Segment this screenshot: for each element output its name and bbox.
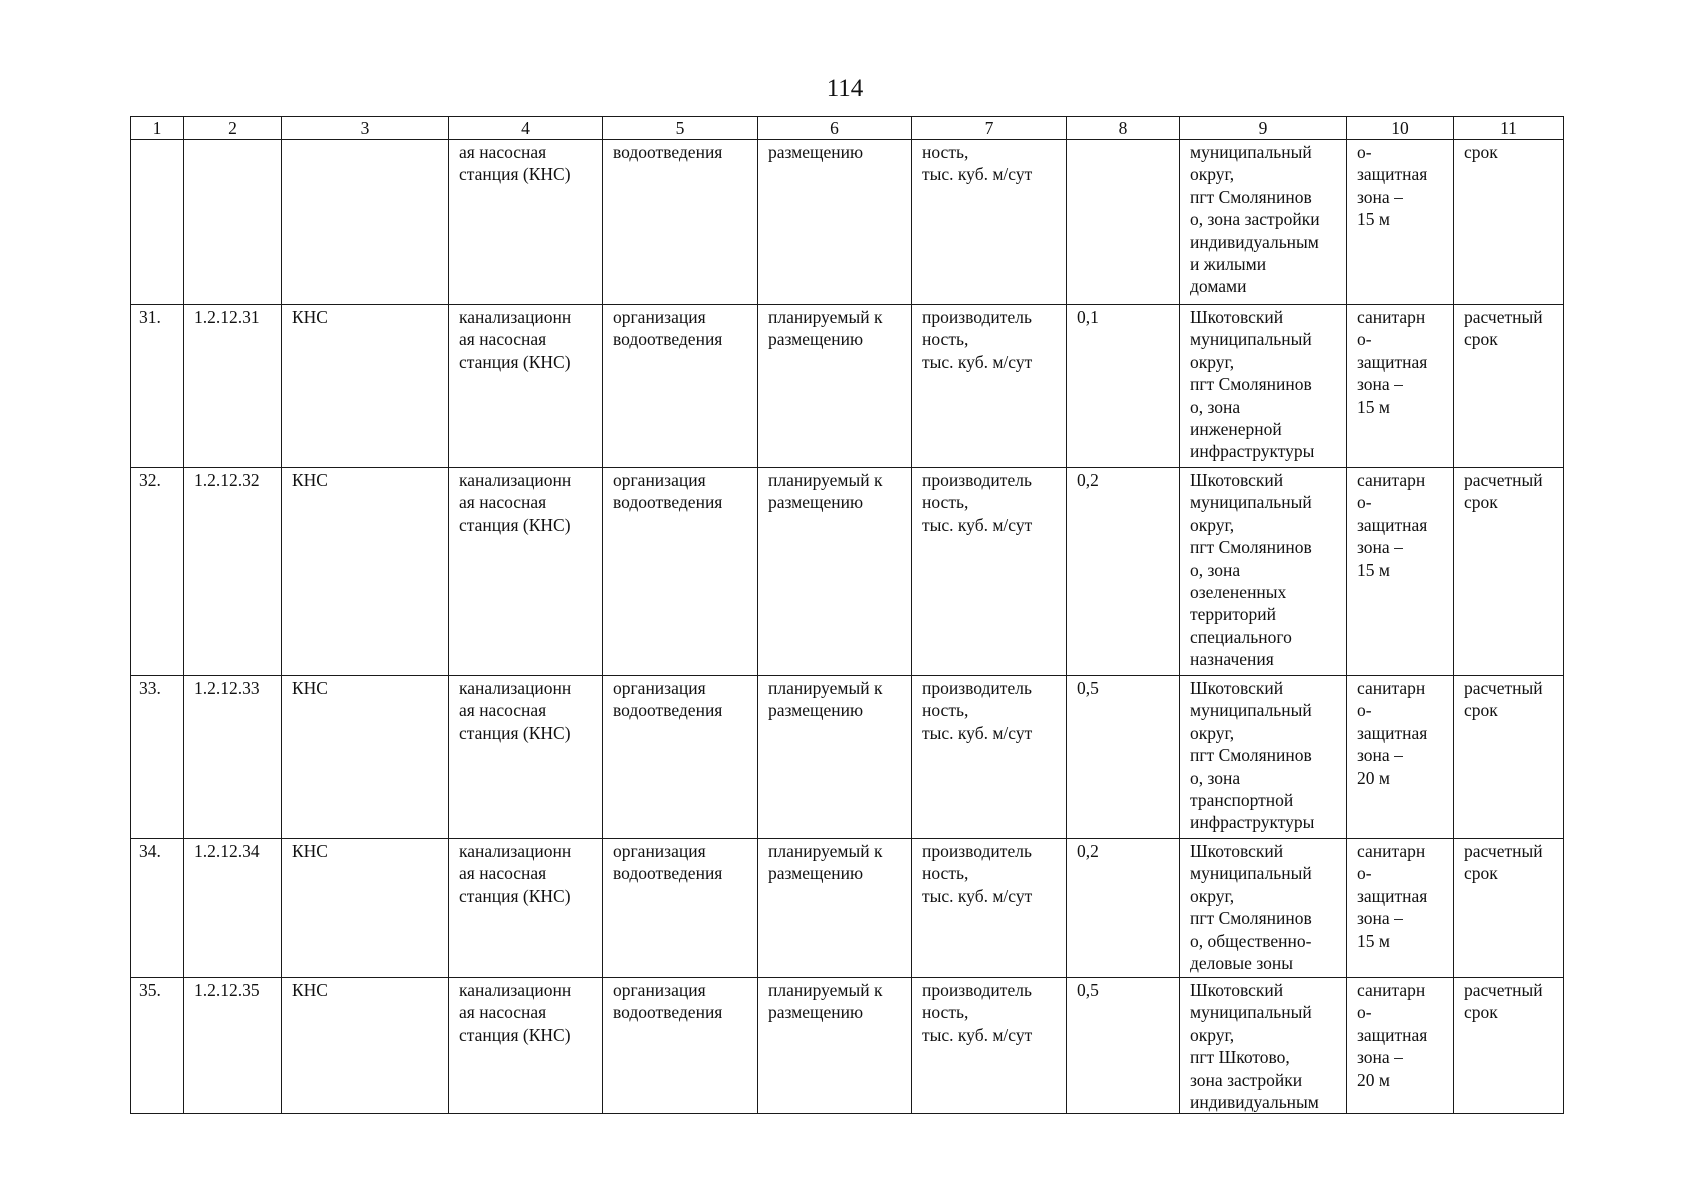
table-cell: ая насосная станция (КНС) bbox=[449, 140, 603, 305]
table-cell: 32. bbox=[131, 468, 184, 676]
table-cell: канализационн ая насосная станция (КНС) bbox=[449, 305, 603, 468]
table-cell: КНС bbox=[282, 839, 449, 978]
table-cell: санитарн о- защитная зона – 15 м bbox=[1347, 468, 1454, 676]
column-header: 4 bbox=[449, 117, 603, 140]
table-cell: планируемый к размещению bbox=[758, 839, 912, 978]
column-header: 9 bbox=[1180, 117, 1347, 140]
table-cell: 0,2 bbox=[1067, 839, 1180, 978]
table-cell: 1.2.12.32 bbox=[184, 468, 282, 676]
page-number: 114 bbox=[826, 75, 864, 102]
column-header: 6 bbox=[758, 117, 912, 140]
table-cell: санитарн о- защитная зона – 15 м bbox=[1347, 839, 1454, 978]
table-cell: муниципальный округ, пгт Смолянинов о, зона застройки индивидуальным и жилыми домами bbox=[1180, 140, 1347, 305]
table-cell: производитель ность, тыс. куб. м/сут bbox=[912, 978, 1067, 1114]
column-header: 3 bbox=[282, 117, 449, 140]
column-header: 2 bbox=[184, 117, 282, 140]
table-cell: расчетный срок bbox=[1454, 305, 1564, 468]
table-cell bbox=[1067, 140, 1180, 305]
table-cell: 1.2.12.33 bbox=[184, 676, 282, 839]
column-header: 11 bbox=[1454, 117, 1564, 140]
table-cell: организация водоотведения bbox=[603, 305, 758, 468]
table-cell: 0,5 bbox=[1067, 676, 1180, 839]
table-cell: производитель ность, тыс. куб. м/сут bbox=[912, 468, 1067, 676]
table-cell: ность, тыс. куб. м/сут bbox=[912, 140, 1067, 305]
table-cell: 1.2.12.31 bbox=[184, 305, 282, 468]
table-row-continuation bbox=[131, 140, 1564, 305]
table-cell: Шкотовский муниципальный округ, пгт Смолянинов о, общественно- деловые зоны bbox=[1180, 839, 1347, 978]
table-cell: санитарн о- защитная зона – 20 м bbox=[1347, 676, 1454, 839]
table-cell: КНС bbox=[282, 978, 449, 1114]
table-cell: Шкотовский муниципальный округ, пгт Шкотово, зона застройки индивидуальным bbox=[1180, 978, 1347, 1114]
table-cell: Шкотовский муниципальный округ, пгт Смолянинов о, зона транспортной инфраструктуры bbox=[1180, 676, 1347, 839]
table-cell: расчетный срок bbox=[1454, 676, 1564, 839]
table-cell: Шкотовский муниципальный округ, пгт Смолянинов о, зона инженерной инфраструктуры bbox=[1180, 305, 1347, 468]
table-row bbox=[131, 305, 1564, 468]
table-cell: 34. bbox=[131, 839, 184, 978]
table-row bbox=[131, 839, 1564, 978]
table-cell: канализационн ая насосная станция (КНС) bbox=[449, 676, 603, 839]
table-cell: КНС bbox=[282, 468, 449, 676]
table-cell: производитель ность, тыс. куб. м/сут bbox=[912, 676, 1067, 839]
table-cell bbox=[131, 140, 184, 305]
column-header: 5 bbox=[603, 117, 758, 140]
table-cell: организация водоотведения bbox=[603, 468, 758, 676]
column-number-header-row bbox=[131, 117, 1564, 140]
table-cell: канализационн ая насосная станция (КНС) bbox=[449, 468, 603, 676]
table-cell: 1.2.12.34 bbox=[184, 839, 282, 978]
table-cell: организация водоотведения bbox=[603, 978, 758, 1114]
table-cell: размещению bbox=[758, 140, 912, 305]
table-cell: КНС bbox=[282, 676, 449, 839]
table-cell: 35. bbox=[131, 978, 184, 1114]
table-cell: водоотведения bbox=[603, 140, 758, 305]
table-cell: Шкотовский муниципальный округ, пгт Смолянинов о, зона озелененных территорий специального назначения bbox=[1180, 468, 1347, 676]
table-cell: планируемый к размещению bbox=[758, 468, 912, 676]
table-cell: срок bbox=[1454, 140, 1564, 305]
table-cell: санитарн о- защитная зона – 15 м bbox=[1347, 305, 1454, 468]
data-table bbox=[130, 116, 1564, 1114]
table-cell: организация водоотведения bbox=[603, 676, 758, 839]
table-cell: 1.2.12.35 bbox=[184, 978, 282, 1114]
table-cell: расчетный срок bbox=[1454, 839, 1564, 978]
table-cell: 0,1 bbox=[1067, 305, 1180, 468]
table-cell bbox=[282, 140, 449, 305]
table-cell: 33. bbox=[131, 676, 184, 839]
column-header: 7 bbox=[912, 117, 1067, 140]
table-cell: планируемый к размещению bbox=[758, 978, 912, 1114]
table-cell: канализационн ая насосная станция (КНС) bbox=[449, 839, 603, 978]
table-cell: канализационн ая насосная станция (КНС) bbox=[449, 978, 603, 1114]
table-row bbox=[131, 676, 1564, 839]
table-row bbox=[131, 978, 1564, 1114]
table-cell: санитарн о- защитная зона – 20 м bbox=[1347, 978, 1454, 1114]
column-header: 1 bbox=[131, 117, 184, 140]
table-cell: планируемый к размещению bbox=[758, 676, 912, 839]
table-cell: о- защитная зона – 15 м bbox=[1347, 140, 1454, 305]
table-cell bbox=[184, 140, 282, 305]
column-header: 8 bbox=[1067, 117, 1180, 140]
table-cell: производитель ность, тыс. куб. м/сут bbox=[912, 305, 1067, 468]
table-cell: организация водоотведения bbox=[603, 839, 758, 978]
table-cell: 31. bbox=[131, 305, 184, 468]
table-row bbox=[131, 468, 1564, 676]
table-cell: 0,2 bbox=[1067, 468, 1180, 676]
table-cell: КНС bbox=[282, 305, 449, 468]
table-cell: 0,5 bbox=[1067, 978, 1180, 1114]
table-cell: планируемый к размещению bbox=[758, 305, 912, 468]
table-cell: производитель ность, тыс. куб. м/сут bbox=[912, 839, 1067, 978]
table-cell: расчетный срок bbox=[1454, 978, 1564, 1114]
column-header: 10 bbox=[1347, 117, 1454, 140]
table-cell: расчетный срок bbox=[1454, 468, 1564, 676]
